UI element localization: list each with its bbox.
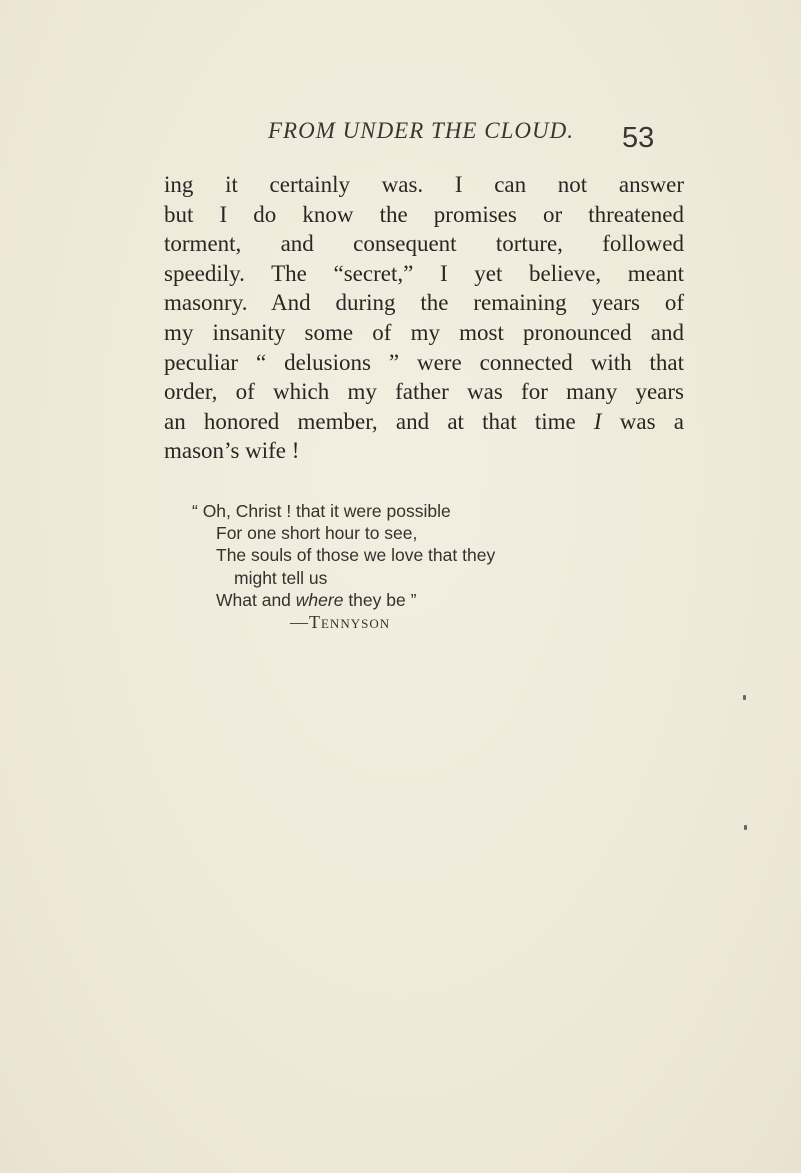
- text-line: order, of which my father was for many years: [164, 379, 684, 405]
- text-line: ing it certainly was. I can not answer: [164, 172, 684, 197]
- verse-line: The souls of those we love that they: [216, 545, 496, 566]
- text-segment: What and: [216, 589, 296, 610]
- quote-attribution: —Tennyson: [290, 611, 391, 632]
- ink-speck: [743, 695, 746, 700]
- page-number: 53: [622, 122, 655, 154]
- verse-quotation: [192, 500, 612, 633]
- text-line: mason’s wife !: [164, 438, 300, 464]
- text-segment: was a: [601, 408, 684, 434]
- text-line-with-italic: [164, 407, 684, 437]
- verse-line-with-italic: [192, 589, 612, 611]
- verse-line: For one short hour to see,: [216, 523, 418, 544]
- ink-speck: [744, 825, 747, 830]
- text-segment: they be ”: [343, 589, 417, 610]
- running-title: FROM UNDER THE CLOUD.: [268, 118, 574, 143]
- verse-line: might tell us: [234, 567, 328, 588]
- text-line: speedily. The “secret,” I yet believe, meant: [164, 260, 684, 286]
- text-line: but I do know the promises or threatened: [164, 201, 684, 227]
- verse-line: “ Oh, Christ ! that it were possible: [192, 501, 451, 521]
- text-line: my insanity some of my most pronounced and: [164, 319, 684, 345]
- italic-word: where: [295, 589, 344, 610]
- body-paragraph: [164, 170, 684, 466]
- text-line: torment, and consequent torture, followed: [164, 231, 684, 257]
- italic-pronoun: I: [593, 408, 602, 434]
- running-head: [0, 118, 801, 158]
- text-segment: an honored member, and at that time: [164, 408, 594, 434]
- text-line: masonry. And during the remaining years of: [164, 290, 684, 316]
- text-line: peculiar “ delusions ” were connected with that: [164, 349, 684, 375]
